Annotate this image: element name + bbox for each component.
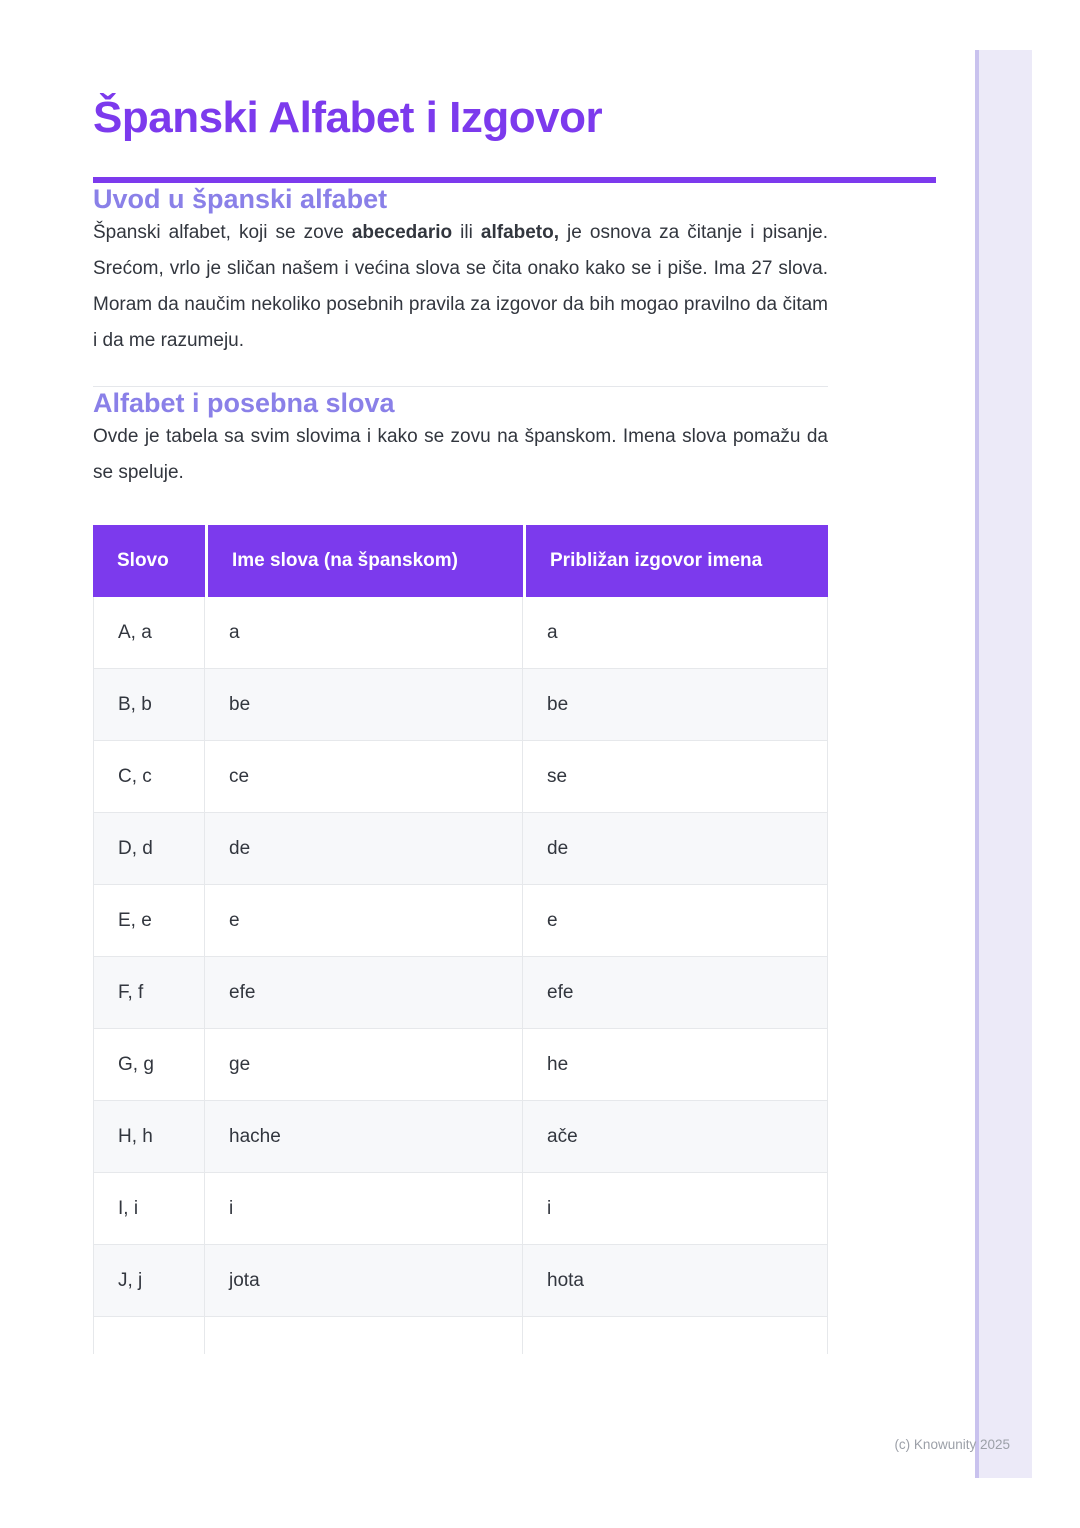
table-cell <box>205 1317 523 1354</box>
table-row <box>93 1245 828 1317</box>
column-header-slovo: Slovo <box>93 525 205 597</box>
table-cell: B, b <box>93 669 205 741</box>
alphabet-table-body <box>93 597 828 1354</box>
table-cell: he <box>523 1029 828 1101</box>
table-cell: F, f <box>93 957 205 1029</box>
table-cell: H, h <box>93 1101 205 1173</box>
table-row <box>93 741 828 813</box>
table-row <box>93 597 828 669</box>
text-run: ili <box>452 222 481 243</box>
table-header-row <box>93 525 828 597</box>
table-row <box>93 957 828 1029</box>
alphabet-paragraph: Ovde je tabela sa svim slovima i kako se zovu na španskom. Imena slova pomažu da se speluje. <box>93 426 828 483</box>
table-cell: ače <box>523 1101 828 1173</box>
table-cell: C, c <box>93 741 205 813</box>
alphabet-table-container <box>93 525 828 1354</box>
table-cell: i <box>205 1173 523 1245</box>
table-row <box>93 885 828 957</box>
text-run: Španski alfabet, koji se zove <box>93 222 352 243</box>
table-row <box>93 669 828 741</box>
table-cell: e <box>523 885 828 957</box>
intro-paragraph <box>93 215 828 359</box>
page-title: Španski Alfabet i Izgovor <box>93 93 603 142</box>
copyright-notice: (c) Knowunity 2025 <box>894 1437 1010 1452</box>
table-cell: hache <box>205 1101 523 1173</box>
table-cell: a <box>205 597 523 669</box>
table-cell: I, i <box>93 1173 205 1245</box>
table-cell <box>523 1317 828 1354</box>
section-heading-alfabet: Alfabet i posebna slova <box>93 388 395 418</box>
table-cell: ce <box>205 741 523 813</box>
table-cell: hota <box>523 1245 828 1317</box>
table-row <box>93 1173 828 1245</box>
bold-term-abecedario: abecedario <box>351 222 453 243</box>
table-cell: a <box>523 597 828 669</box>
table-cell: G, g <box>93 1029 205 1101</box>
table-cell: de <box>523 813 828 885</box>
section-heading-uvod: Uvod u španski alfabet <box>93 184 388 214</box>
table-cell: be <box>205 669 523 741</box>
table-cell: jota <box>205 1245 523 1317</box>
table-cell: i <box>523 1173 828 1245</box>
alphabet-table <box>93 525 828 1354</box>
table-cell <box>93 1317 205 1354</box>
table-cell: efe <box>205 957 523 1029</box>
document-content <box>93 0 936 1354</box>
table-cell: ge <box>205 1029 523 1101</box>
bold-term-alfabeto: alfabeto, <box>480 222 560 243</box>
table-cell: se <box>523 741 828 813</box>
table-cell: E, e <box>93 885 205 957</box>
column-header-ime-slova: Ime slova (na španskom) <box>205 525 523 597</box>
table-cell: J, j <box>93 1245 205 1317</box>
table-row <box>93 1101 828 1173</box>
table-row <box>93 1317 828 1354</box>
table-cell: A, a <box>93 597 205 669</box>
table-cell: e <box>205 885 523 957</box>
table-cell: D, d <box>93 813 205 885</box>
column-header-izgovor: Približan izgovor imena <box>523 525 828 597</box>
page-edge-decoration <box>975 50 1032 1478</box>
table-cell: be <box>523 669 828 741</box>
text-run: je osnova za čitanje i pisanje. Srećom, vrlo je sličan našem i većina slova se čita onako kako se i piše. Ima 27 slova. Moram da naučim nekoliko posebnih pravila za izgovor da bih mogao pravilno da čitam i da me razumeju. <box>93 222 828 351</box>
table-row <box>93 813 828 885</box>
table-cell: efe <box>523 957 828 1029</box>
table-row <box>93 1029 828 1101</box>
table-cell: de <box>205 813 523 885</box>
